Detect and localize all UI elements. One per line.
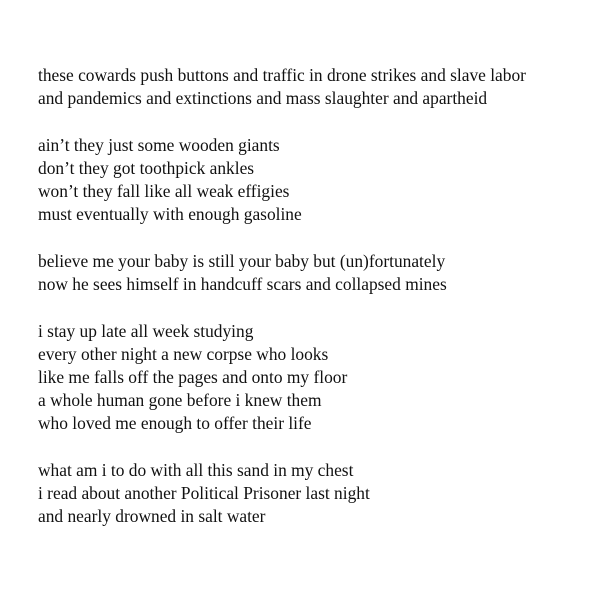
stanza-4 [38, 320, 590, 435]
poem-line: i stay up late all week studying [38, 321, 254, 341]
poem-line: and nearly drowned in salt water [38, 506, 266, 526]
stanza-3 [38, 250, 590, 296]
poem-line: what am i to do with all this sand in my chest [38, 460, 354, 480]
poem-line: ain’t they just some wooden giants [38, 135, 280, 155]
stanza-2 [38, 134, 590, 226]
poem-line: a whole human gone before i knew them [38, 390, 322, 410]
poem [38, 64, 590, 552]
poem-line: and pandemics and extinctions and mass slaughter and apartheid [38, 88, 488, 108]
poem-line: like me falls off the pages and onto my floor [38, 367, 348, 387]
stanza-1 [38, 64, 590, 110]
poem-line: who loved me enough to offer their life [38, 413, 312, 433]
poem-line: don’t they got toothpick ankles [38, 158, 255, 178]
poem-line: these cowards push buttons and traffic in drone strikes and slave labor [38, 65, 526, 85]
stanza-5 [38, 459, 590, 528]
poem-line: i read about another Political Prisoner last night [38, 483, 370, 503]
poem-line: won’t they fall like all weak effigies [38, 181, 290, 201]
poem-line: believe me your baby is still your baby but (un)fortunately [38, 251, 446, 271]
poem-line: every other night a new corpse who looks [38, 344, 329, 364]
poem-line: must eventually with enough gasoline [38, 204, 302, 224]
poem-line: now he sees himself in handcuff scars and collapsed mines [38, 274, 447, 294]
